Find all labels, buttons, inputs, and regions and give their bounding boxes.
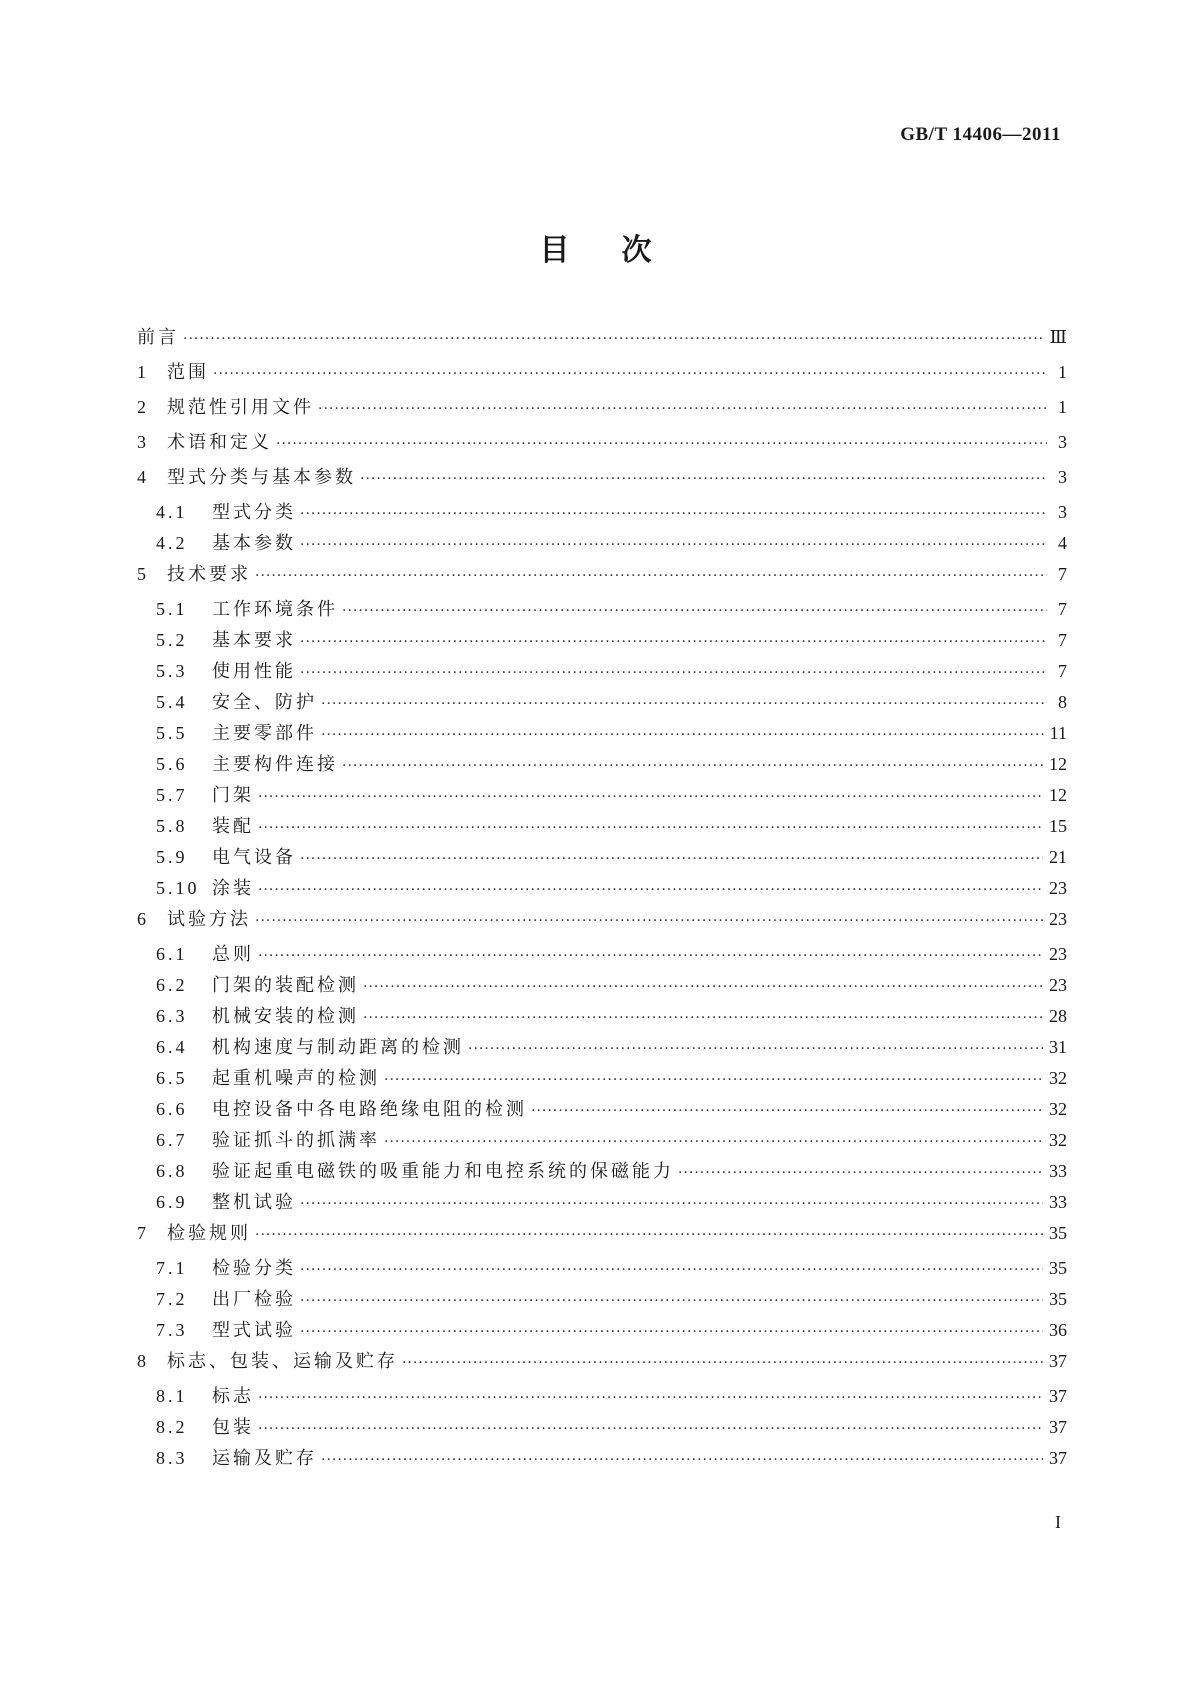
- toc-entry[interactable]: [137, 393, 1067, 428]
- toc-entry[interactable]: [137, 1382, 1067, 1413]
- toc-entry-number: 5.1: [156, 599, 188, 619]
- toc-entry-title: 门架: [212, 785, 254, 806]
- toc-entry-title: 标志、包装、运输及贮存: [167, 1351, 398, 1372]
- toc-entry-title: 型式试验: [212, 1320, 296, 1341]
- toc-dot-leader: [258, 882, 1043, 898]
- toc-entry[interactable]: [137, 971, 1067, 1002]
- toc-entry-page: 7: [1058, 599, 1067, 619]
- toc-entry[interactable]: [137, 1316, 1067, 1347]
- toc-dot-leader: [342, 603, 1047, 619]
- toc-entry-title: 使用性能: [212, 661, 296, 682]
- toc-entry[interactable]: [137, 657, 1067, 688]
- toc-entry-page: 7: [1058, 630, 1067, 650]
- toc-entry-title: 工作环境条件: [212, 599, 338, 620]
- toc-entry-number: 6.2: [156, 975, 188, 995]
- toc-entry-number: 5.4: [156, 692, 188, 712]
- toc-entry-title: 电控设备中各电路绝缘电阻的检测: [212, 1099, 527, 1120]
- toc-entry-number: 7.3: [156, 1320, 188, 1340]
- toc-entry-page: 3: [1058, 502, 1067, 522]
- toc-entry-number: 6.7: [156, 1130, 188, 1150]
- toc-entry-title: 电气设备: [212, 847, 296, 868]
- toc-dot-leader: [363, 1010, 1043, 1026]
- toc-entry-title: 术语和定义: [167, 432, 272, 453]
- toc-entry-page: 32: [1049, 1130, 1067, 1150]
- toc-entry-page: 33: [1049, 1192, 1067, 1212]
- toc-entry[interactable]: [137, 1285, 1067, 1316]
- toc-entry-title: 验证起重电磁铁的吸重能力和电控系统的保磁能力: [212, 1161, 674, 1182]
- toc-entry-title: 标志: [212, 1386, 254, 1407]
- toc-entry[interactable]: [137, 595, 1067, 626]
- toc-entry-title: 整机试验: [212, 1192, 296, 1213]
- toc-entry-page: 32: [1049, 1099, 1067, 1119]
- toc-entry-title: 主要零部件: [212, 723, 317, 744]
- toc-entry-page: 35: [1049, 1289, 1067, 1309]
- toc-entry-page: 33: [1049, 1161, 1067, 1181]
- toc-entry-title: 机构速度与制动距离的检测: [212, 1037, 464, 1058]
- toc-entry-number: 5.6: [156, 754, 188, 774]
- toc-entry[interactable]: [137, 750, 1067, 781]
- toc-dot-leader: [384, 1072, 1043, 1088]
- toc-entry-number: 5.9: [156, 847, 188, 867]
- toc-entry-title: 门架的装配检测: [212, 975, 359, 996]
- toc-entry[interactable]: [137, 940, 1067, 971]
- toc-entry-title: 机械安装的检测: [212, 1006, 359, 1027]
- toc-entry-title: 前言: [137, 327, 179, 348]
- toc-dot-leader: [255, 568, 1047, 584]
- page-number: I: [1055, 1512, 1061, 1532]
- toc-entry-title: 运输及贮存: [212, 1448, 317, 1469]
- toc-entry-title: 试验方法: [167, 909, 251, 930]
- toc-entry-title: 型式分类: [212, 502, 296, 523]
- toc-entry[interactable]: [137, 1002, 1067, 1033]
- toc-entry-number: 5.2: [156, 630, 188, 650]
- toc-entry[interactable]: [137, 1254, 1067, 1285]
- toc-dot-leader: [342, 758, 1043, 774]
- toc-entry[interactable]: [137, 498, 1067, 529]
- toc-entry-page: 1: [1058, 397, 1067, 417]
- toc-entry-page: 36: [1049, 1320, 1067, 1340]
- toc-entry-number: 4.1: [156, 502, 188, 522]
- toc-dot-leader: [321, 727, 1044, 743]
- toc-dot-leader: [678, 1165, 1043, 1181]
- toc-entry-page: 31: [1049, 1037, 1067, 1057]
- toc-entry-number: 6.8: [156, 1161, 188, 1181]
- toc-dot-leader: [360, 471, 1047, 487]
- toc-entry-number: 5: [137, 564, 149, 584]
- toc-entry-page: 37: [1049, 1351, 1067, 1371]
- toc-entry[interactable]: [137, 1444, 1067, 1475]
- toc-dot-leader: [318, 401, 1047, 417]
- toc-entry-page: 37: [1049, 1386, 1067, 1406]
- toc-entry[interactable]: [137, 1157, 1067, 1188]
- toc-dot-leader: [300, 1262, 1043, 1278]
- toc-entry-number: 6.5: [156, 1068, 188, 1088]
- toc-dot-leader: [300, 1324, 1043, 1340]
- toc-entry-title: 技术要求: [167, 564, 251, 585]
- toc-entry[interactable]: [137, 1064, 1067, 1095]
- toc-entry-title: 型式分类与基本参数: [167, 467, 356, 488]
- toc-entry-number: 5.8: [156, 816, 188, 836]
- toc-entry-number: 8.3: [156, 1448, 188, 1468]
- toc-entry-number: 6.3: [156, 1006, 188, 1026]
- toc-entry-number: 8: [137, 1351, 149, 1371]
- toc-entry-number: 5.10: [156, 878, 200, 898]
- toc-entry-page: 35: [1049, 1258, 1067, 1278]
- toc-entry-number: 4: [137, 467, 149, 487]
- toc-entry-title: 起重机噪声的检测: [212, 1068, 380, 1089]
- toc-entry-page: 23: [1049, 975, 1067, 995]
- toc-entry-page: 37: [1049, 1417, 1067, 1437]
- table-of-contents: [137, 323, 1067, 1475]
- toc-entry-number: 5.5: [156, 723, 188, 743]
- toc-entry[interactable]: [137, 560, 1067, 595]
- toc-entry-number: 6: [137, 909, 149, 929]
- toc-entry-number: 7.1: [156, 1258, 188, 1278]
- standard-code: GB/T 14406—2011: [900, 124, 1061, 145]
- toc-dot-leader: [276, 436, 1047, 452]
- toc-entry[interactable]: [137, 1188, 1067, 1219]
- toc-entry-title: 规范性引用文件: [167, 397, 314, 418]
- toc-entry-title: 出厂检验: [212, 1289, 296, 1310]
- toc-dot-leader: [300, 537, 1047, 553]
- toc-dot-leader: [402, 1355, 1043, 1371]
- toc-entry-number: 6.1: [156, 944, 188, 964]
- toc-entry-page: 7: [1058, 661, 1067, 681]
- toc-dot-leader: [258, 1421, 1043, 1437]
- toc-dot-leader: [255, 1227, 1043, 1243]
- toc-dot-leader: [300, 1196, 1043, 1212]
- toc-dot-leader: [300, 506, 1047, 522]
- toc-entry-page: 8: [1058, 692, 1067, 712]
- toc-entry[interactable]: [137, 874, 1067, 905]
- toc-dot-leader: [468, 1041, 1043, 1057]
- toc-entry-page: 12: [1049, 785, 1067, 805]
- toc-entry[interactable]: [137, 1033, 1067, 1064]
- toc-dot-leader: [384, 1134, 1043, 1150]
- toc-dot-leader: [321, 696, 1047, 712]
- toc-entry-title: 基本要求: [212, 630, 296, 651]
- toc-entry-page: Ⅲ: [1049, 327, 1067, 347]
- toc-dot-leader: [300, 1293, 1043, 1309]
- toc-dot-leader: [300, 634, 1047, 650]
- toc-entry-number: 7: [137, 1223, 149, 1243]
- toc-entry-title: 涂装: [212, 878, 254, 899]
- toc-entry[interactable]: [137, 1347, 1067, 1382]
- toc-entry-number: 8.1: [156, 1386, 188, 1406]
- toc-entry-title: 基本参数: [212, 533, 296, 554]
- toc-dot-leader: [183, 331, 1044, 347]
- toc-entry-number: 5.7: [156, 785, 188, 805]
- toc-entry-title: 装配: [212, 816, 254, 837]
- toc-entry[interactable]: [137, 428, 1067, 463]
- toc-entry-page: 35: [1049, 1223, 1067, 1243]
- toc-entry-title: 范围: [167, 362, 209, 383]
- toc-entry[interactable]: [137, 1126, 1067, 1157]
- toc-dot-leader: [363, 979, 1043, 995]
- toc-entry-page: 1: [1058, 362, 1067, 382]
- toc-dot-leader: [258, 820, 1043, 836]
- page-title: 目次: [539, 233, 704, 268]
- toc-entry-page: 3: [1058, 467, 1067, 487]
- toc-entry-page: 23: [1049, 878, 1067, 898]
- toc-entry-page: 4: [1058, 533, 1067, 553]
- toc-entry[interactable]: [137, 843, 1067, 874]
- toc-entry[interactable]: [137, 1413, 1067, 1444]
- toc-entry[interactable]: [137, 323, 1067, 358]
- toc-dot-leader: [258, 948, 1043, 964]
- toc-dot-leader: [531, 1103, 1043, 1119]
- toc-entry[interactable]: [137, 905, 1067, 940]
- toc-entry-page: 37: [1049, 1448, 1067, 1468]
- toc-entry-page: 32: [1049, 1068, 1067, 1088]
- toc-dot-leader: [213, 366, 1047, 382]
- toc-entry-title: 包装: [212, 1417, 254, 1438]
- toc-entry[interactable]: [137, 688, 1067, 719]
- toc-entry[interactable]: [137, 1095, 1067, 1126]
- toc-entry[interactable]: [137, 812, 1067, 843]
- toc-entry-title: 安全、防护: [212, 692, 317, 713]
- toc-entry-page: 23: [1049, 909, 1067, 929]
- toc-entry-number: 4.2: [156, 533, 188, 553]
- toc-entry-number: 7.2: [156, 1289, 188, 1309]
- toc-entry-page: 12: [1049, 754, 1067, 774]
- toc-entry-number: 8.2: [156, 1417, 188, 1437]
- toc-dot-leader: [258, 1390, 1043, 1406]
- toc-entry[interactable]: [137, 463, 1067, 498]
- toc-entry-title: 总则: [212, 944, 254, 965]
- toc-dot-leader: [300, 851, 1043, 867]
- toc-entry[interactable]: [137, 626, 1067, 657]
- toc-entry-number: 1: [137, 362, 149, 382]
- toc-entry-number: 5.3: [156, 661, 188, 681]
- toc-dot-leader: [300, 665, 1047, 681]
- toc-entry[interactable]: [137, 358, 1067, 393]
- toc-entry-title: 检验规则: [167, 1223, 251, 1244]
- toc-entry[interactable]: [137, 1219, 1067, 1254]
- toc-entry[interactable]: [137, 781, 1067, 812]
- toc-entry-number: 3: [137, 432, 149, 452]
- toc-entry-title: 检验分类: [212, 1258, 296, 1279]
- toc-entry[interactable]: [137, 719, 1067, 750]
- toc-entry-page: 15: [1049, 816, 1067, 836]
- toc-entry[interactable]: [137, 529, 1067, 560]
- toc-entry-page: 21: [1049, 847, 1067, 867]
- toc-dot-leader: [255, 913, 1043, 929]
- toc-entry-title: 验证抓斗的抓满率: [212, 1130, 380, 1151]
- toc-entry-page: 7: [1058, 564, 1067, 584]
- toc-entry-number: 2: [137, 397, 149, 417]
- toc-entry-title: 主要构件连接: [212, 754, 338, 775]
- toc-entry-number: 6.4: [156, 1037, 188, 1057]
- toc-dot-leader: [258, 789, 1043, 805]
- toc-entry-page: 28: [1049, 1006, 1067, 1026]
- toc-entry-number: 6.9: [156, 1192, 188, 1212]
- toc-entry-page: 23: [1049, 944, 1067, 964]
- toc-entry-number: 6.6: [156, 1099, 188, 1119]
- toc-entry-page: 3: [1058, 432, 1067, 452]
- toc-dot-leader: [321, 1452, 1043, 1468]
- toc-entry-page: 11: [1049, 723, 1067, 743]
